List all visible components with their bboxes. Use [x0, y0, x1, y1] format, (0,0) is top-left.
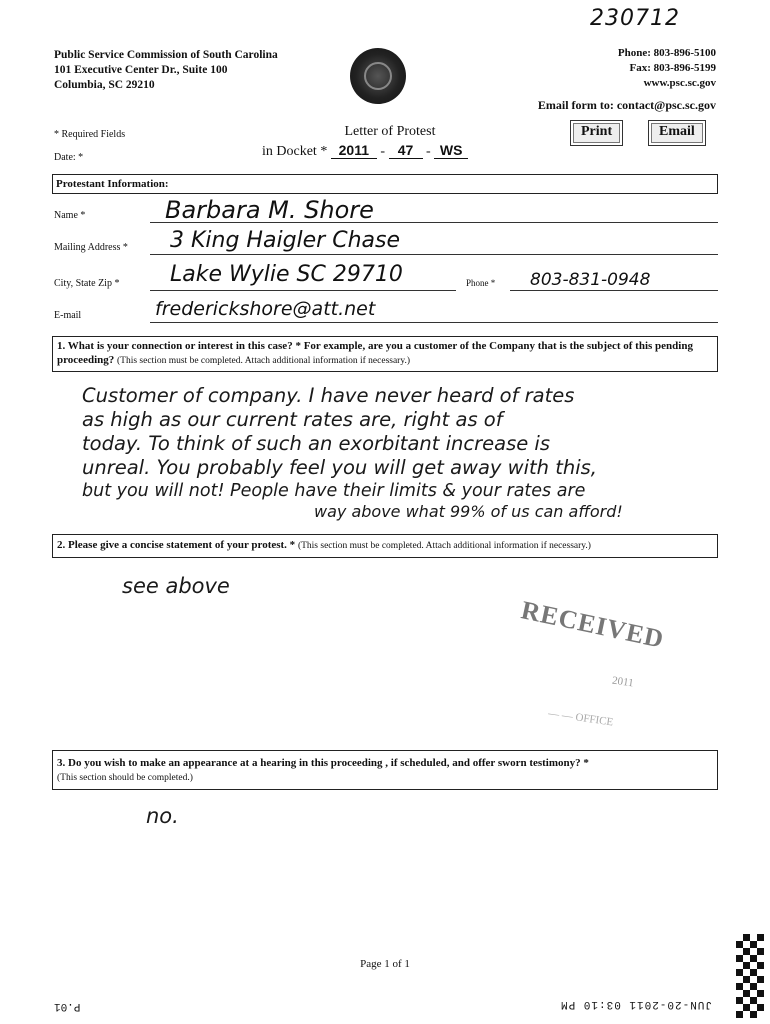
org-name: Public Service Commission of South Carolina: [54, 49, 278, 61]
date-label: Date: *: [54, 152, 84, 163]
email-underline: [150, 322, 718, 323]
address-underline: [150, 254, 718, 255]
q2-answer[interactable]: see above: [122, 574, 230, 598]
email-label: E-mail: [54, 310, 82, 321]
q3-note: (This section should be completed.): [57, 773, 193, 783]
q2-question: 2. Please give a concise statement of your protest. *: [57, 539, 296, 551]
q1-question: 1. What is your connection or interest in this case? * For example, are you a customer of the Company that is the subject of this pending proceeding?: [57, 340, 693, 366]
city-field[interactable]: Lake Wylie SC 29710: [170, 262, 403, 287]
q1-answer-line: but you will not! People have their limits & your rates are: [82, 481, 586, 501]
phone-field[interactable]: 803-831-0948: [530, 270, 651, 290]
address-label: Mailing Address *: [54, 242, 128, 253]
phone-label: Phone *: [466, 278, 496, 288]
docket-label: in Docket *: [262, 144, 328, 159]
state-seal-icon: [350, 48, 406, 104]
contact-phone: Phone: 803-896-5100: [617, 47, 716, 59]
fax-timestamp: JUN-20-2011 03:10 PM: [560, 998, 713, 1010]
email-button[interactable]: Email: [648, 120, 706, 146]
name-label: Name *: [54, 210, 86, 221]
phone-underline: [510, 290, 718, 291]
q1-answer-line: Customer of company. I have never heard of rates: [82, 384, 575, 407]
required-fields-note: * Required Fields: [54, 129, 126, 140]
contact-block: [618, 46, 716, 91]
org-address1: 101 Executive Center Dr., Suite 100: [54, 64, 228, 76]
q3-box: [52, 750, 718, 790]
received-stamp-office: — — OFFICE: [547, 707, 614, 729]
contact-email-line: Email form to: contact@psc.sc.gov: [537, 98, 716, 112]
email-field[interactable]: frederickshore@att.net: [155, 298, 376, 320]
address-field[interactable]: 3 King Haigler Chase: [170, 228, 401, 253]
docket-number-field[interactable]: 47: [389, 142, 423, 159]
docket-line: [262, 142, 468, 160]
page-number: Page 1 of 1: [360, 958, 410, 970]
q1-box: [52, 336, 718, 372]
org-address2: Columbia, SC 29210: [54, 79, 155, 91]
form-title: Letter of Protest: [344, 124, 436, 139]
q2-box: [52, 534, 718, 558]
docket-year-field[interactable]: 2011: [331, 142, 377, 159]
q3-question: 3. Do you wish to make an appearance at a hearing in this proceeding , if scheduled, and offer sworn testimony? *: [57, 757, 589, 769]
received-stamp-date: 2011: [611, 674, 635, 690]
contact-web: www.psc.sc.gov: [643, 77, 716, 89]
q1-answer-line: unreal. You probably feel you will get away with this,: [82, 456, 597, 479]
fax-page-mark: P.01: [54, 1000, 81, 1012]
q1-answer-line: today. To think of such an exorbitant increase is: [82, 432, 550, 455]
q1-answer[interactable]: [82, 384, 722, 522]
received-stamp: RECEIVED: [518, 595, 667, 654]
docket-dash: -: [380, 144, 385, 159]
q1-answer-line: way above what 99% of us can afford!: [314, 502, 623, 521]
organization-block: [54, 48, 278, 93]
q1-note: (This section must be completed. Attach additional information if necessary.): [117, 356, 411, 366]
q3-answer[interactable]: no.: [146, 804, 179, 828]
protestant-header-box: [52, 174, 718, 194]
contact-fax: Fax: 803-896-5199: [629, 62, 716, 74]
docket-type-field[interactable]: WS: [434, 142, 468, 159]
city-underline: [150, 290, 456, 291]
protestant-header: Protestant Information:: [56, 178, 169, 190]
q2-note: (This section must be completed. Attach additional information if necessary.): [297, 541, 591, 551]
print-button[interactable]: Print: [570, 120, 623, 146]
docket-dash: -: [426, 144, 431, 159]
name-field[interactable]: Barbara M. Shore: [165, 196, 374, 224]
docket-stamp-number: 230712: [590, 6, 680, 31]
fax-checker-mark-icon: [736, 934, 764, 1018]
q1-answer-line: as high as our current rates are, right as of: [82, 408, 503, 431]
city-label: City, State Zip *: [54, 278, 120, 289]
